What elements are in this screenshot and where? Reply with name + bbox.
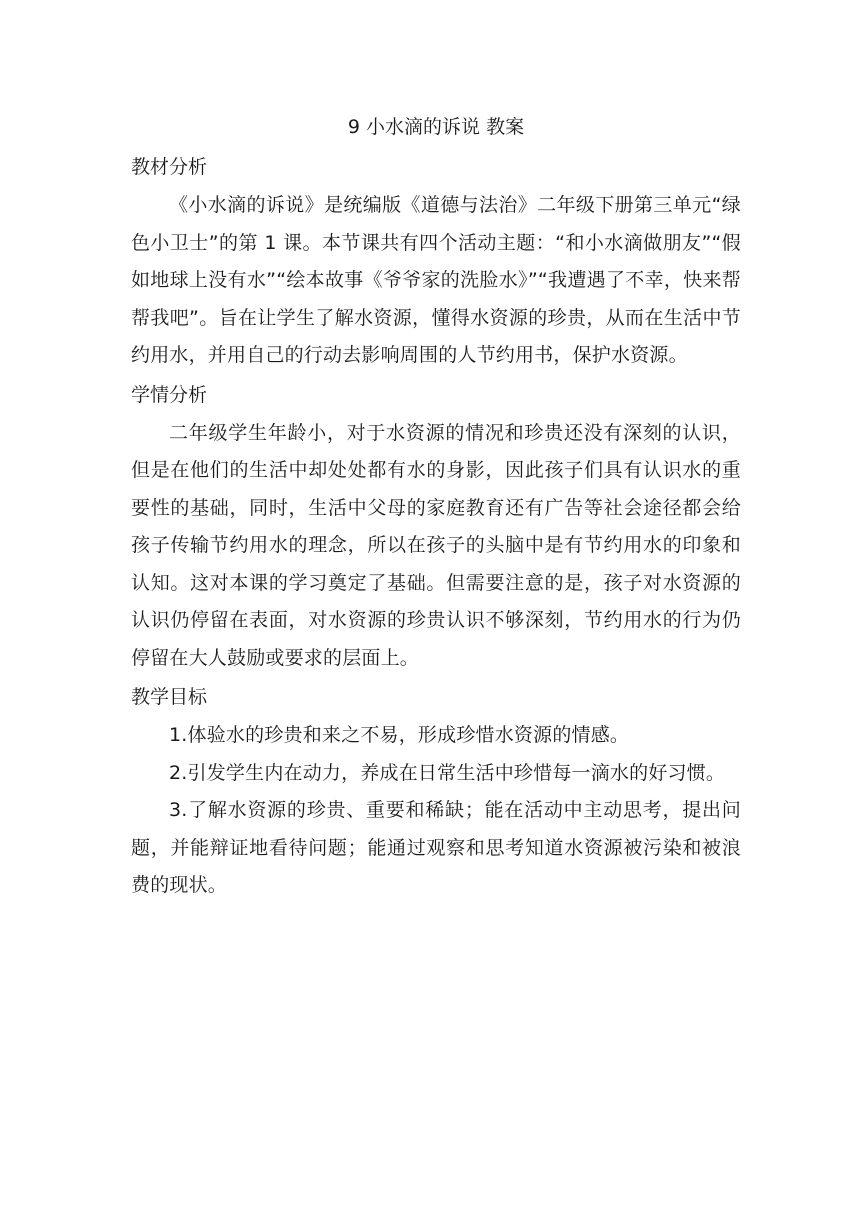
goal-item: 1.体验水的珍贵和来之不易，形成珍惜水资源的情感。 xyxy=(169,724,630,746)
section-textbook-analysis xyxy=(131,147,741,375)
section-student-analysis xyxy=(131,375,741,678)
section-paragraph: 二年级学生年龄小，对于水资源的情况和珍贵还没有深刻的认识，但是在他们的生活中却处处都有水的身影，因此孩子们具有认识水的重要性的基础，同时，生活中父母的家庭教育还有广告等社会途径都会给孩子传输节约用水的理念，所以在孩子的头脑中是有节约用水的印象和认知。这对本课的学习奠定了基础。但需要注意的是，孩子对水资源的认识仍停留在表面，对水资源的珍贵认识不够深刻，节约用水的行为仍停留在大人鼓励或要求的层面上。 xyxy=(131,421,741,669)
section-heading: 教学目标 xyxy=(131,686,208,708)
document-title: 9 小水滴的诉说 教案 xyxy=(347,116,525,138)
goal-item: 3.了解水资源的珍贵、重要和稀缺；能在活动中主动思考，提出问题，并能辩证地看待问题；能通过观察和思考知道水资源被污染和被浪费的现状。 xyxy=(131,799,741,896)
document-body xyxy=(131,111,741,905)
goal-item: 2.引发学生内在动力，养成在日常生活中珍惜每一滴水的好习惯。 xyxy=(169,761,726,784)
section-teaching-goals xyxy=(131,677,741,905)
section-paragraph: 《小水滴的诉说》是统编版《道德与法治》二年级下册第三单元“绿色小卫士”的第 1 课。本节课共有四个活动主题：“和小水滴做朋友”“假如地球上没有水”“绘本故事《爷爷家的洗脸水》”“我遭遇了不幸，快来帮帮我吧”。旨在让学生了解水资源，懂得水资源的珍贵，从而在生活中节约用水，并用自己的行动去影响周围的人节约用书，保护水资源。 xyxy=(131,194,741,366)
section-heading: 学情分析 xyxy=(131,383,208,406)
section-heading: 教材分析 xyxy=(131,156,208,178)
